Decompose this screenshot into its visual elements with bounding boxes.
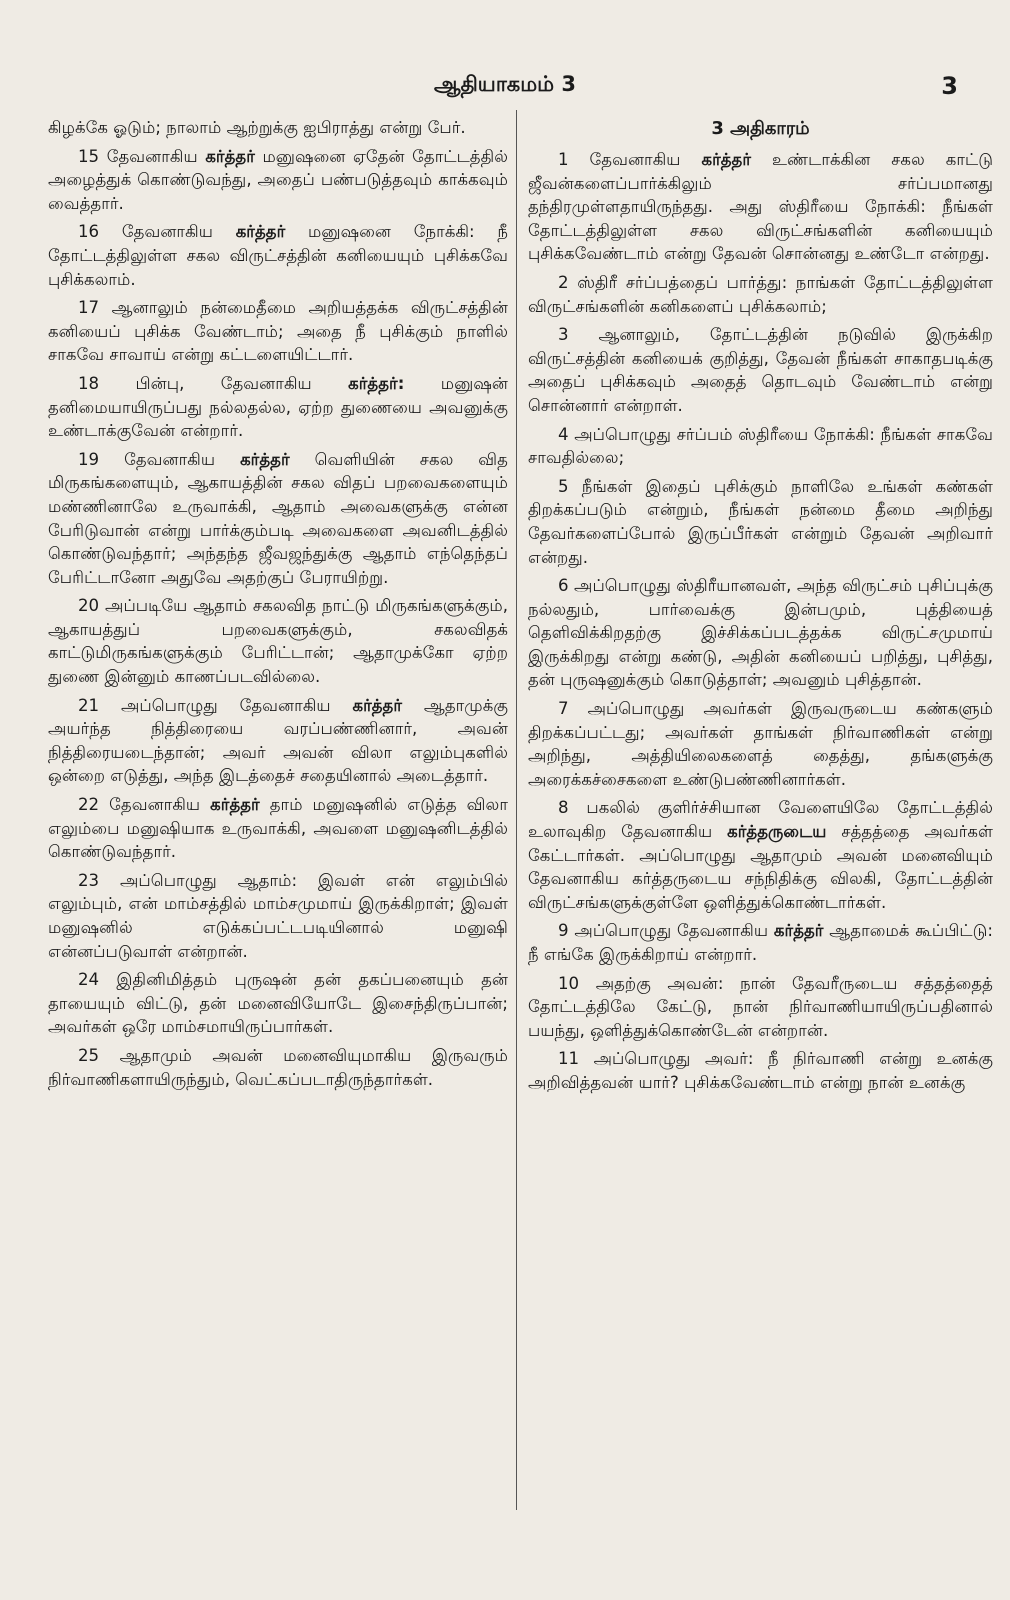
- verse-text: வெளியின் சகல வித மிருகங்களையும், ஆகாயத்தின் சகல விதப் பறவைகளையும் மண்ணினாலே உருவாக்கி, ஆதாம் அவைகளுக்கு என்ன பேரிடுவான் என்று பார்க்கும்படி அவைகளை அவனிடத்தில் கொண்டுவந்தார்; அந்தந்த ஜீவஜந்துக்கு ஆதாம் எந்தெந்தப் பேரிட்டானோ அதுவே அதற்குப் பேராயிற்று.: [48, 449, 508, 587]
- verse: [528, 697, 993, 791]
- verse-text: அப்பொழுது தேவனாகிய: [120, 695, 331, 715]
- verse-lord-word: கர்த்தர்: [701, 150, 752, 169]
- verse: [528, 423, 993, 470]
- verse-number: 8: [558, 798, 569, 818]
- left-verse-list: [48, 145, 508, 1092]
- verse: [48, 594, 508, 688]
- verse-lord-word: கர்த்தர்:: [348, 373, 405, 393]
- verse-text: தேவனாகிய: [124, 449, 216, 469]
- verse-text: அப்பொழுது அவர்: நீ நிர்வாணி என்று உனக்கு அறிவித்தவன் யார்? புசிக்கவேண்டாம் என்று நான் உனக்கு: [528, 1049, 993, 1092]
- verse: [48, 145, 508, 216]
- verse: [528, 323, 993, 417]
- verse-number: 2: [558, 272, 569, 292]
- verse-lord-word: கர்த்தர்: [210, 795, 260, 815]
- verse-lord-word: கர்த்தருடைய: [727, 822, 827, 842]
- verse-number: 25: [78, 1045, 100, 1065]
- verse-text: அப்பொழுது தேவனாகிய: [574, 921, 769, 941]
- verse-text: அப்பொழுது ஸ்திரீயானவள், அந்த விருட்சம் புசிப்புக்கு நல்லதும், பார்வைக்கு இன்பமும், புத்தியைத் தெளிவிக்கிறதற்கு இச்சிக்கப்படத்தக்க விருட்சமுமாய் இருக்கிறது என்று கண்டு, அதின் கனியைப் பறித்து, புசித்து, தன் புருஷனுக்கும் கொடுத்தாள்; அவனும் புசித்தான்.: [528, 576, 993, 690]
- verse-number: 22: [78, 795, 100, 815]
- verse: [528, 271, 993, 318]
- verse-text: அப்படியே ஆதாம் சகலவித நாட்டு மிருகங்களுக்கும், ஆகாயத்துப் பறவைகளுக்கும், சகலவிதக் காட்டுமிருகங்களுக்கும் பேரிட்டான்; ஆதாமுக்கோ ஏற்ற துணை இன்னும் காணப்படவில்லை.: [48, 596, 508, 687]
- verse-number: 21: [78, 695, 100, 715]
- right-verse-list: [528, 148, 993, 1095]
- verse-text: ஆதாமும் அவன் மனைவியுமாகிய இருவரும் நிர்வாணிகளாயிருந்தும், வெட்கப்படாதிருந்தார்கள்.: [48, 1045, 508, 1089]
- running-title: ஆதியாகமம் 3: [434, 72, 576, 96]
- column-divider: [516, 110, 517, 1510]
- verse: [48, 694, 508, 788]
- verse-number: 11: [558, 1049, 580, 1069]
- verse-text: மனுஷனை நோக்கி: நீ தோட்டத்திலுள்ள சகல விருட்சத்தின் கனியையும் புசிக்கவே புசிக்கலாம்.: [48, 222, 508, 289]
- verse-text: தேவனாகிய: [121, 222, 213, 242]
- verse-text: சத்தத்தை அவர்கள் கேட்டார்கள். அப்பொழுது ஆதாமும் அவன் மனைவியும் தேவனாகிய கர்த்தருடைய சந்நிதிக்கு விலகி, தோட்டத்தின் விருட்சங்களுக்குள்ளே ஒளித்துக்கொண்டார்கள்.: [528, 822, 993, 912]
- verse-text: பின்பு, தேவனாகிய: [135, 373, 312, 393]
- verse-text: ஸ்திரீ சர்ப்பத்தைப் பார்த்து: நாங்கள் தோட்டத்திலுள்ள விருட்சங்களின் கனிகளைப் புசிக்கலாம்;: [528, 272, 993, 316]
- verse-text: ஆனாலும், தோட்டத்தின் நடுவில் இருக்கிற விருட்சத்தின் கனியைக் குறித்து, தேவன் நீங்கள் சாகாதபடிக்கு அதைப் புசிக்கவும் அதைத் தொடவும் வேண்டாம் என்று சொன்னார் என்றாள்.: [528, 325, 993, 415]
- verse-text: ஆதாமைக் கூப்பிட்டு: நீ எங்கே இருக்கிறாய் என்றார்.: [528, 921, 993, 964]
- verse: [528, 1047, 993, 1094]
- verse-number: 23: [78, 870, 100, 890]
- verse: [528, 475, 993, 569]
- verse-number: 16: [78, 222, 100, 242]
- verse-text: அப்பொழுது சர்ப்பம் ஸ்திரீயை நோக்கி: நீங்கள் சாகவே சாவதில்லை;: [528, 424, 993, 468]
- page-number: 3: [941, 72, 958, 100]
- verse-number: 24: [78, 970, 100, 990]
- verse-number: 1: [558, 150, 569, 169]
- verse-number: 10: [558, 973, 580, 993]
- verse-lord-word: கர்த்தர்: [240, 449, 290, 469]
- verse-text: அப்பொழுது அவர்கள் இருவருடைய கண்களும் திறக்கப்பட்டது; அவர்கள் தாங்கள் நிர்வாணிகள் என்று அறிந்து, அத்தியிலைகளைத் தைத்து, தங்களுக்கு அரைக்கச்சைகளை உண்டுபண்ணினார்கள்.: [528, 699, 993, 789]
- page-header: [0, 72, 1010, 106]
- verse-number: 6: [558, 576, 569, 596]
- verse-text: மனுஷன் தனிமையாயிருப்பது நல்லதல்ல, ஏற்ற துணையை அவனுக்கு உண்டாக்குவேன் என்றார்.: [48, 373, 508, 441]
- verse-number: 9: [558, 921, 569, 941]
- verse-text: தேவனாகிய: [109, 795, 201, 815]
- verse-number: 19: [78, 449, 100, 469]
- verse-text: மனுஷனை ஏதேன் தோட்டத்தில் அழைத்துக் கொண்டுவந்து, அதைப் பண்படுத்தவும் காக்கவும் வைத்தார்.: [48, 146, 508, 213]
- verse: [48, 448, 508, 590]
- verse-lord-word: கர்த்தர்: [773, 921, 824, 941]
- verse-text: அப்பொழுது ஆதாம்: இவள் என் எலும்பில் எலும்பும், என் மாம்சத்தில் மாம்சமுமாய் இருக்கிறாள்; இவள் மனுஷனில் எடுக்கப்பட்டபடியினால் மனுஷி என்னப்படுவாள் என்றான்.: [48, 870, 508, 961]
- verse: [528, 919, 993, 966]
- verse-number: 20: [78, 596, 100, 616]
- verse-text: ஆனாலும் நன்மைதீமை அறியத்தக்க விருட்சத்தின் கனியைப் புசிக்க வேண்டாம்; அதை நீ புசிக்கும் நாளில் சாகவே சாவாய் என்று கட்டளையிட்டார்.: [48, 298, 508, 365]
- verse-text: தேவனாகிய: [106, 146, 198, 166]
- verse: [528, 796, 993, 914]
- verse: [48, 869, 508, 963]
- verse: [528, 574, 993, 692]
- verse-number: 3: [558, 325, 569, 345]
- chapter-heading: 3 அதிகாரம்: [711, 118, 810, 139]
- verse: [528, 972, 993, 1043]
- verse: [48, 296, 508, 367]
- right-column: [528, 116, 993, 1511]
- verse-text: தேவனாகிய: [589, 150, 681, 169]
- verse-text: தாம் மனுஷனில் எடுத்த விலா எலும்பை மனுஷியாக உருவாக்கி, அவளை மனுஷனிடத்தில் கொண்டுவந்தார்.: [48, 795, 508, 862]
- verse-number: 4: [558, 424, 569, 444]
- verse-text: அதற்கு அவன்: நான் தேவரீருடைய சத்தத்தைத் தோட்டத்திலே கேட்டு, நான் நிர்வாணியாயிருப்பதினால் பயந்து, ஒளித்துக்கொண்டேன் என்றான்.: [528, 973, 993, 1040]
- verse-number: 15: [78, 146, 100, 166]
- verse-text: பகலில் குளிர்ச்சியான வேளையிலே தோட்டத்தில் உலாவுகிற தேவனாகிய: [528, 798, 993, 842]
- verse-lord-word: கர்த்தர்: [235, 222, 286, 242]
- verse-number: 18: [78, 373, 100, 393]
- verse-lord-word: கர்த்தர்: [205, 146, 255, 166]
- left-column: [48, 116, 508, 1511]
- verse-text: ஆதாமுக்கு அயர்ந்த நித்திரையை வரப்பண்ணினார், அவன் நித்திரையடைந்தான்; அவர் அவன் விலா எலும்புகளில் ஒன்றை எடுத்து, அந்த இடத்தைச் சதையினால் அடைத்தார்.: [48, 695, 508, 786]
- verse: [48, 793, 508, 864]
- verse-text: நீங்கள் இதைப் புசிக்கும் நாளிலே உங்கள் கண்கள் திறக்கப்படும் என்றும், நீங்கள் நன்மை தீமை அறிந்து தேவர்களைப்போல் இருப்பீர்கள் என்றும் தேவன் அறிவார் என்றது.: [528, 476, 993, 567]
- verse: [528, 148, 993, 266]
- verse: [48, 220, 508, 291]
- verse: [48, 1044, 508, 1091]
- verse-text: இதினிமித்தம் புருஷன் தன் தகப்பனையும் தன் தாயையும் விட்டு, தன் மனைவியோடே இசைந்திருப்பான்; அவர்கள் ஒரே மாம்சமாயிருப்பார்கள்.: [48, 970, 508, 1037]
- verse: [48, 372, 508, 443]
- verse-number: 17: [78, 298, 100, 318]
- verse-number: 5: [558, 476, 569, 496]
- verse-text: உண்டாக்கின சகல காட்டு ஜீவன்களைப்பார்க்கிலும் சர்ப்பமானது தந்திரமுள்ளதாயிருந்தது. அது ஸ்திரீயை நோக்கி: நீங்கள் தோட்டத்திலுள்ள சகல விருட்சங்களின் கனியையும் புசிக்கவேண்டாம் என்று தேவன் சொன்னது உண்டோ என்றது.: [528, 150, 993, 264]
- verse-number: 7: [558, 699, 569, 719]
- continuation-text: கிழக்கே ஓடும்; நாலாம் ஆற்றுக்கு ஐபிராத்து என்று பேர்.: [48, 118, 466, 137]
- verse: [48, 968, 508, 1039]
- verse-lord-word: கர்த்தர்: [352, 695, 403, 715]
